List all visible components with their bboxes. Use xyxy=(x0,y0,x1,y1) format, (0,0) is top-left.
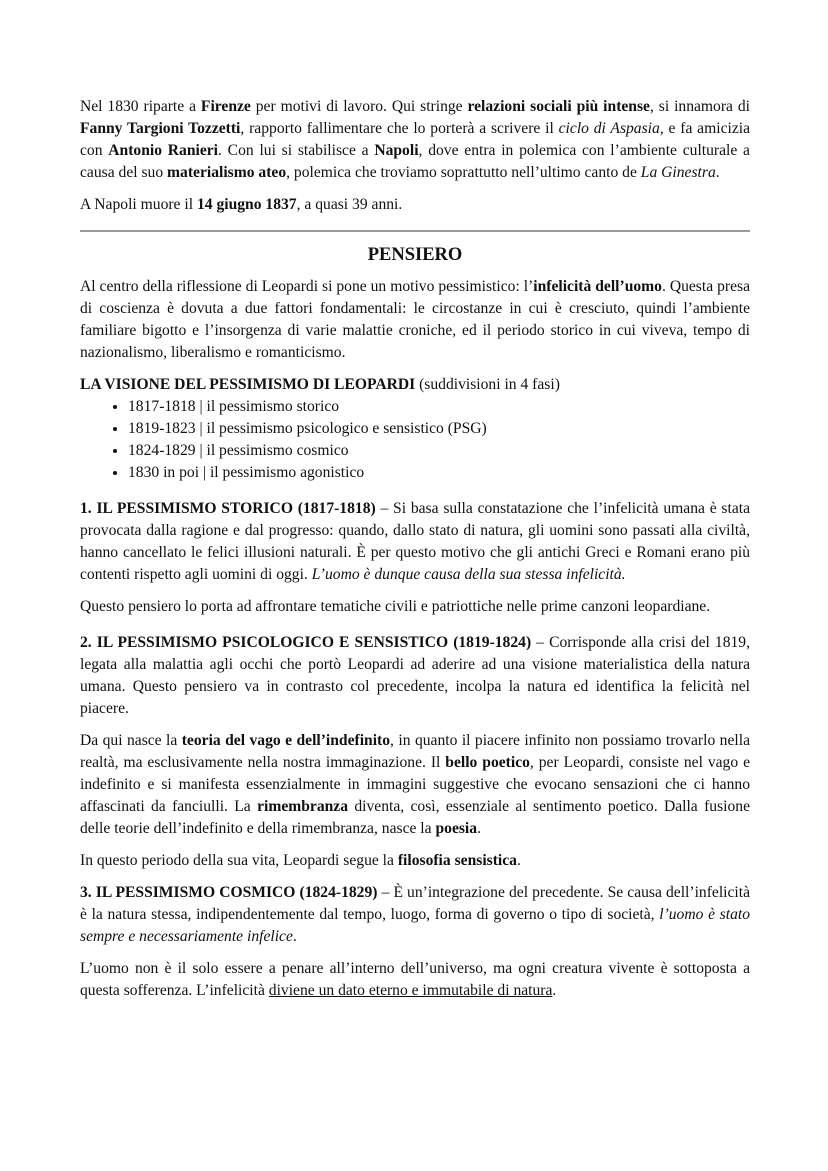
vago-paragraph xyxy=(80,730,750,840)
italic-text: ciclo di Aspasia xyxy=(558,120,660,137)
death-paragraph xyxy=(80,194,750,216)
underlined-text: diviene un dato eterno e immutabile di natura xyxy=(268,982,553,999)
text: diventa, così, essenziale al sentimento poetico. Dalla fusione delle teorie dell’indefinito e della rimembranza, nasce la xyxy=(80,798,750,837)
vision-heading xyxy=(80,374,750,396)
text: . xyxy=(715,164,720,181)
text: , si innamora di xyxy=(649,98,750,115)
text: In questo periodo della sua vita, Leopardi segue la xyxy=(80,852,398,869)
bold-text: Firenze xyxy=(200,98,251,115)
section-title: 3. IL PESSIMISMO COSMICO (1824-1829) xyxy=(80,884,378,901)
text: . Con lui si stabilisce a xyxy=(218,142,375,159)
bold-text: filosofia sensistica xyxy=(397,852,517,869)
bold-text: rimembranza xyxy=(257,798,349,815)
sensistica-paragraph xyxy=(80,850,750,872)
text: A Napoli muore il xyxy=(80,196,197,213)
text: per motivi di lavoro. Qui stringe xyxy=(250,98,468,115)
cosmico-paragraph xyxy=(80,882,750,948)
cosmico-followup xyxy=(80,958,750,1002)
storico-paragraph xyxy=(80,498,750,586)
section-heading-pensiero: PENSIERO xyxy=(367,245,463,265)
italic-text: La Ginestra xyxy=(640,164,716,181)
text: . xyxy=(477,820,481,837)
intro-paragraph xyxy=(80,96,750,184)
text: . Questa presa di coscienza è dovuta a due fattori fondamentali: le circostanze in cui è cresciuto, quindi l’ambiente familiare bigotto e l’insorgenza di varie malattie croniche, ed il periodo storico in cui viveva, tempo di nazionalismo, liberalismo e romanticismo. xyxy=(80,278,750,361)
text: . xyxy=(552,982,557,999)
italic-text: L’uomo è dunque causa della sua stessa infelicità. xyxy=(311,566,626,583)
text: Da qui nasce la xyxy=(80,732,182,749)
list-item: • 1819-1823 | il pessimismo psicologico e sensistico (PSG) xyxy=(128,418,750,440)
bold-text: Fanny Targioni Tozzetti xyxy=(80,120,241,137)
section-title: 1. IL PESSIMISMO STORICO (1817-1818) xyxy=(80,500,376,517)
bold-text: relazioni sociali più intense xyxy=(467,98,650,115)
bold-text: bello poetico xyxy=(445,754,530,771)
bold-text: 14 giugno 1837 xyxy=(196,196,297,213)
text: , dove entra in polemica con l’ambiente culturale a causa del suo xyxy=(80,142,750,181)
section-title: 2. IL PESSIMISMO PSICOLOGICO E SENSISTICO (1819-1824) xyxy=(80,634,532,651)
bold-text: poesia xyxy=(435,820,478,837)
list-item: • 1830 in poi | il pessimismo agonistico xyxy=(128,462,750,484)
text: – È un’integrazione del precedente. Se causa dell’infelicità è la natura stessa, indipendentemente dal tempo, luogo, forma di governo o tipo di società, xyxy=(80,884,750,923)
list-item: • 1824-1829 | il pessimismo cosmico xyxy=(128,440,750,462)
text: . xyxy=(516,852,521,869)
text: , e fa amicizia con xyxy=(80,120,750,159)
text: , in quanto il piacere infinito non possiamo trovarlo nella realtà, ma esclusivamente nella nostra immaginazione. Il xyxy=(80,732,750,771)
pensiero-paragraph xyxy=(80,276,750,364)
text: Nel 1830 riparte a xyxy=(80,98,201,115)
text: . xyxy=(292,928,297,945)
italic-text: l’uomo è stato sempre e necessariamente infelice xyxy=(80,906,750,945)
bold-text: Antonio Ranieri xyxy=(108,142,219,159)
section-divider xyxy=(80,230,750,232)
bold-text: materialismo ateo xyxy=(167,164,287,181)
text: – Si basa sulla constatazione che l’infelicità umana è stata provocata dalla ragione e dal progresso: quando, dallo stato di natura, gli uomini sono passati alla civiltà, hanno cancellato le felici illusioni naturali. È per questo motivo che gli antichi Greci e Romani erano più contenti rispetto agli uomini di oggi. xyxy=(80,500,750,583)
text: , rapporto fallimentare che lo porterà a scrivere il xyxy=(240,120,559,137)
text: , polemica che troviamo soprattutto nell’ultimo canto de xyxy=(286,164,641,181)
psicologico-paragraph xyxy=(80,632,750,720)
text: – Corrisponde alla crisi del 1819, legata alla malattia agli occhi che portò Leopardi ad aderire ad una visione materialistica della natura umana. Questo pensiero va in contrasto col precedente, incolpa la natura ed identifica la felicità nel piacere. xyxy=(80,634,750,717)
text: Al centro della riflessione di Leopardi si pone un motivo pessimistico: l’ xyxy=(80,278,534,295)
document-page xyxy=(80,96,750,1012)
bold-text: teoria del vago e dell’indefinito xyxy=(181,732,391,749)
text: , per Leopardi, consiste nel vago e indefinito e si manifesta essenzialmente in immagini suggestive che evocano sensazioni che ci hanno affascinati da fanciulli. La xyxy=(80,754,750,815)
list-item: • 1817-1818 | il pessimismo storico xyxy=(128,396,750,418)
bold-text: infelicità dell’uomo xyxy=(533,278,662,295)
storico-followup: Questo pensiero lo porta ad affrontare tematiche civili e patriottiche nelle prime canzoni leopardiane. xyxy=(80,598,711,615)
text: , a quasi 39 anni. xyxy=(296,196,403,213)
vision-note: (suddivisioni in 4 fasi) xyxy=(415,376,560,393)
phases-list xyxy=(80,396,750,484)
vision-title: LA VISIONE DEL PESSIMISMO DI LEOPARDI xyxy=(80,376,416,393)
text: L’uomo non è il solo essere a penare all’interno dell’universo, ma ogni creatura vivente è sottoposta a questa sofferenza. L’infelicità xyxy=(80,960,750,999)
bold-text: Napoli xyxy=(374,142,419,159)
